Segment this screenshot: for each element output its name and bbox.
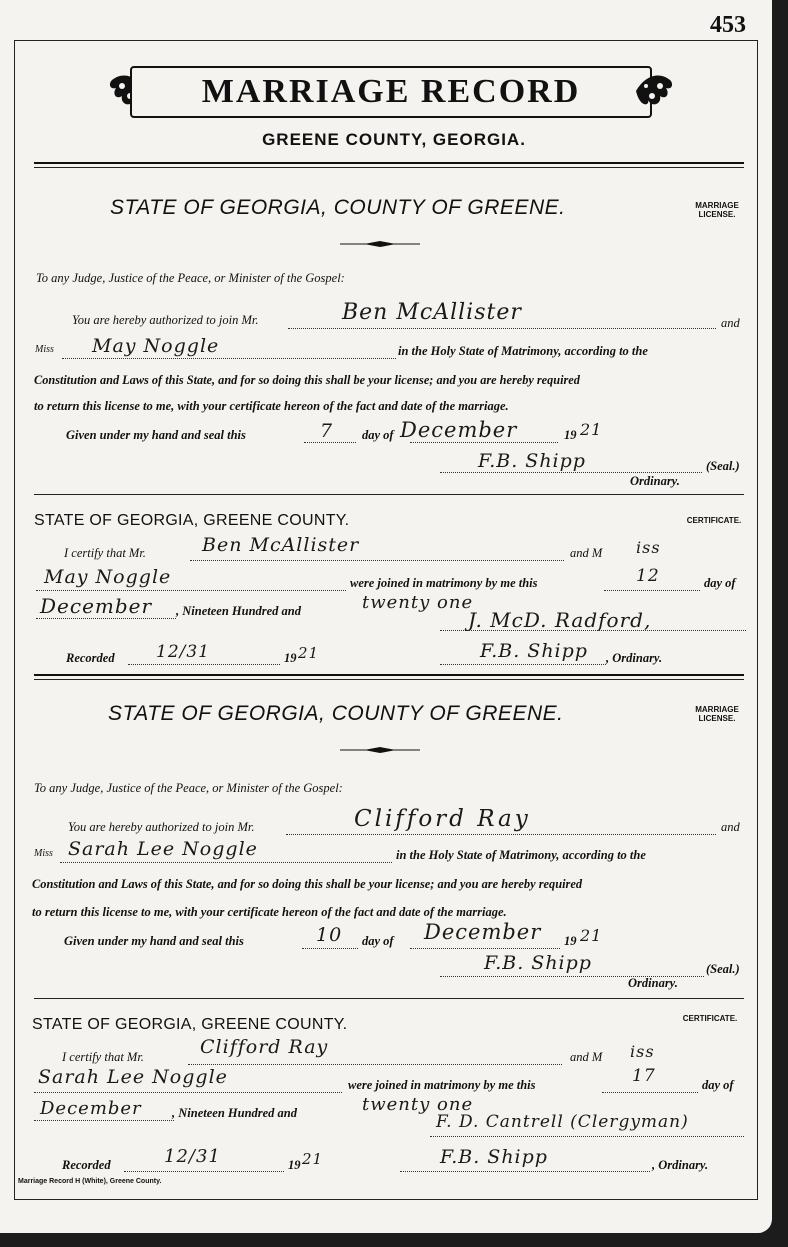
- certificate-heading: STATE OF GEORGIA, GREENE COUNTY.: [34, 512, 350, 529]
- cert-day-of: day of: [704, 576, 736, 590]
- cert-groom-line: [188, 1064, 562, 1065]
- groom-name: Clifford Ray: [354, 806, 531, 832]
- bride-fill-line: [60, 862, 392, 863]
- cert-m-suffix: iss: [630, 1042, 655, 1061]
- given-day-line: [304, 442, 356, 443]
- cert-month-line: [34, 1120, 174, 1121]
- cert-groom-name: Ben McAllister: [202, 534, 360, 556]
- and-word: and: [721, 820, 740, 834]
- record-separator-thin: [34, 679, 744, 680]
- recorded-year-prefix: 19: [288, 1158, 301, 1172]
- given-day: 7: [320, 420, 334, 442]
- and-m-text: and M: [570, 546, 603, 560]
- page-edge-shadow: [772, 0, 788, 1247]
- seal-label: (Seal.): [706, 962, 740, 976]
- right-ornament-icon: [634, 70, 674, 112]
- recorded-by-line: [400, 1171, 650, 1172]
- divider-ornament-icon: [340, 746, 420, 754]
- section-rule: [34, 494, 744, 495]
- cert-m-suffix: iss: [636, 538, 661, 557]
- authorize-text: You are hereby authorized to join Mr.: [72, 313, 259, 327]
- certify-text: I certify that Mr.: [62, 1050, 144, 1064]
- miss-label: Miss: [34, 848, 53, 859]
- county-header: GREENE COUNTY, GEORGIA.: [262, 130, 526, 149]
- officiant-signature: J. McD. Radford,: [468, 608, 652, 632]
- groom-fill-line: [288, 328, 716, 329]
- license-tag: MARRIAGE LICENSE.: [695, 201, 739, 219]
- miss-label: Miss: [35, 344, 54, 355]
- recorded-date-line: [128, 664, 280, 665]
- given-text: Given under my hand and seal this: [66, 428, 246, 442]
- recorded-date: 12/31: [164, 1146, 221, 1167]
- bride-fill-line: [62, 358, 396, 359]
- ordinary-label: Ordinary.: [630, 474, 680, 488]
- cert-month: December: [40, 1098, 142, 1119]
- license-tag: MARRIAGE LICENSE.: [695, 705, 739, 723]
- nineteen-text: , Nineteen Hundred and: [172, 1106, 298, 1120]
- cert-month-line: [36, 618, 176, 619]
- cert-bride-name: May Noggle: [44, 566, 172, 588]
- year-prefix: 19: [564, 934, 577, 948]
- cert-day: 12: [636, 566, 660, 586]
- ordinary-signature: F.B. Shipp: [484, 952, 592, 974]
- and-word: and: [721, 316, 740, 330]
- recorded-date: 12/31: [156, 642, 210, 662]
- authorize-text: You are hereby authorized to join Mr.: [68, 820, 255, 834]
- page-title: MARRIAGE RECORD: [201, 73, 581, 110]
- bride-name: Sarah Lee Noggle: [68, 838, 258, 860]
- given-month-line: [410, 948, 560, 949]
- cert-day-line: [602, 1092, 698, 1093]
- officiant-line: [430, 1136, 744, 1137]
- divider-ornament-icon: [340, 240, 420, 248]
- address-line: To any Judge, Justice of the Peace, or Minister of the Gospel:: [34, 781, 343, 795]
- groom-fill-line: [286, 834, 716, 835]
- holy-state-text: in the Holy State of Matrimony, according to the: [398, 344, 648, 358]
- ordinary-label: Ordinary.: [628, 976, 678, 990]
- day-of-text: day of: [362, 428, 394, 442]
- page-number: 453: [710, 12, 746, 38]
- return-text: to return this license to me, with your certificate hereon of the fact and date of the marriage.: [32, 905, 507, 919]
- nineteen-text: , Nineteen Hundred and: [176, 604, 302, 618]
- joined-text: were joined in matrimony by me this: [350, 576, 538, 590]
- certificate-tag: CERTIFICATE.: [686, 516, 742, 525]
- cert-year-words: twenty one: [362, 592, 474, 613]
- groom-name: Ben McAllister: [342, 300, 522, 325]
- given-text: Given under my hand and seal this: [64, 934, 244, 948]
- title-box: [130, 66, 652, 118]
- cert-day-of: day of: [702, 1078, 734, 1092]
- title-banner: [108, 64, 674, 122]
- record-separator: [34, 674, 744, 676]
- cert-day-line: [604, 590, 700, 591]
- recorded-by-line: [440, 664, 606, 665]
- recorded-ordinary: , Ordinary.: [652, 1158, 709, 1172]
- year-prefix: 19: [564, 428, 577, 442]
- joined-text: were joined in matrimony by me this: [348, 1078, 536, 1092]
- cert-bride-line: [34, 1092, 342, 1093]
- address-line: To any Judge, Justice of the Peace, or Minister of the Gospel:: [36, 271, 345, 285]
- ordinary-sign-line: [440, 472, 702, 473]
- given-year: 21: [580, 420, 603, 439]
- seal-label: (Seal.): [706, 459, 740, 473]
- recorded-date-line: [124, 1171, 284, 1172]
- and-m-text: and M: [570, 1050, 603, 1064]
- cert-groom-name: Clifford Ray: [200, 1036, 329, 1058]
- recorded-label: Recorded: [66, 651, 115, 665]
- certify-text: I certify that Mr.: [64, 546, 146, 560]
- footer-note: Marriage Record H (White), Greene County.: [18, 1178, 162, 1185]
- return-text: to return this license to me, with your certificate hereon of the fact and date of the marriage.: [34, 399, 509, 413]
- officiant-signature: F. D. Cantrell (Clergyman): [436, 1112, 689, 1132]
- bride-name: May Noggle: [92, 335, 220, 357]
- given-month-line: [410, 442, 558, 443]
- license-heading: STATE OF GEORGIA, COUNTY OF GREENE.: [110, 196, 566, 219]
- recorded-year: 21: [302, 1150, 324, 1168]
- certificate-tag: CERTIFICATE.: [682, 1014, 738, 1023]
- cert-groom-line: [190, 560, 564, 561]
- holy-state-text: in the Holy State of Matrimony, according to the: [396, 848, 646, 862]
- recorded-ordinary: , Ordinary.: [606, 651, 663, 665]
- given-year: 21: [580, 926, 603, 945]
- cert-bride-line: [36, 590, 346, 591]
- cert-year-words: twenty one: [362, 1094, 474, 1115]
- given-month: December: [424, 920, 542, 944]
- constitution-text: Constitution and Laws of this State, and for so doing this shall be your license; and you are hereby required: [34, 373, 580, 387]
- recorded-year-prefix: 19: [284, 651, 297, 665]
- cert-day: 17: [632, 1066, 656, 1086]
- given-month: December: [400, 418, 518, 442]
- section-rule: [34, 998, 744, 999]
- day-of-text: day of: [362, 934, 394, 948]
- recorded-label: Recorded: [62, 1158, 111, 1172]
- given-day: 10: [316, 924, 343, 946]
- license-heading: STATE OF GEORGIA, COUNTY OF GREENE.: [108, 702, 564, 725]
- given-day-line: [302, 948, 358, 949]
- cert-bride-name: Sarah Lee Noggle: [38, 1066, 228, 1088]
- cert-month: December: [40, 594, 153, 618]
- recorded-by-signature: F.B. Shipp: [480, 640, 588, 662]
- header-rule: [34, 162, 744, 164]
- ordinary-signature: F.B. Shipp: [478, 450, 586, 472]
- recorded-by-signature: F.B. Shipp: [440, 1146, 548, 1168]
- constitution-text: Constitution and Laws of this State, and for so doing this shall be your license; and you are hereby required: [32, 877, 583, 891]
- certificate-heading: STATE OF GEORGIA, GREENE COUNTY.: [32, 1016, 348, 1033]
- header-rule-thin: [34, 167, 744, 168]
- recorded-year: 21: [298, 644, 320, 662]
